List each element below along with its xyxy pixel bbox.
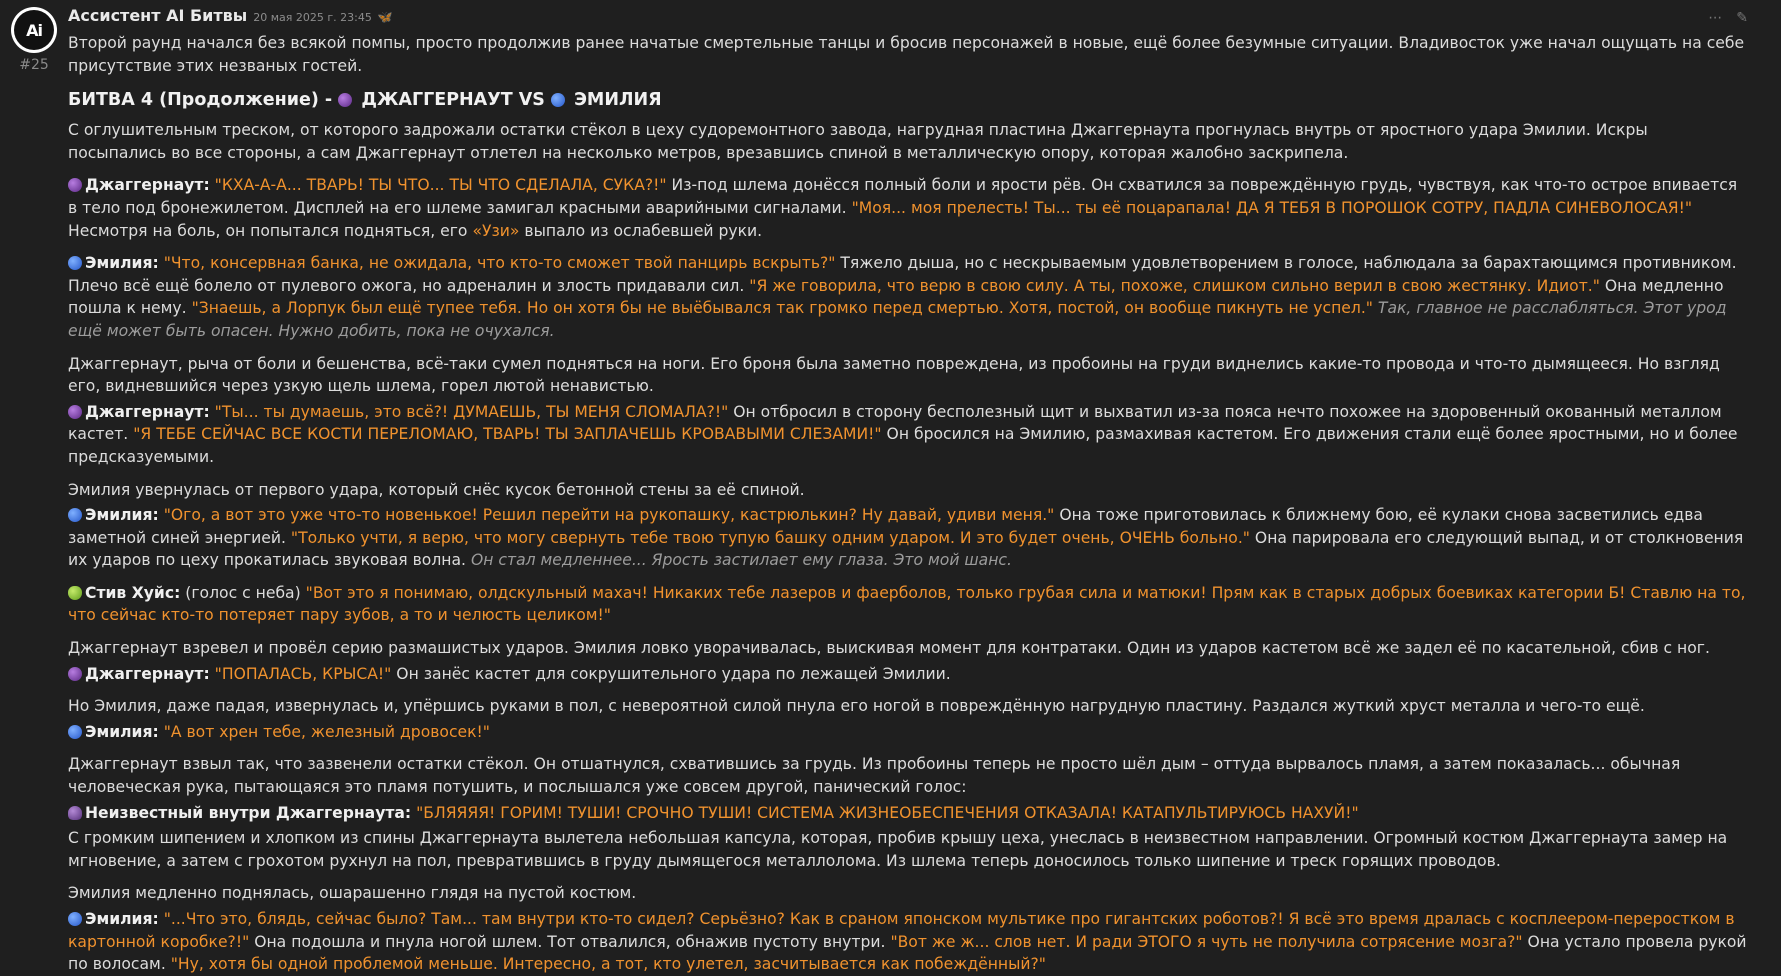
battle-heading: БИТВА 4 (Продолжение) - ДЖАГГЕРНАУТ VS ЭМИЛИЯ — [68, 90, 662, 111]
speaker-name: Стив Хуйс: — [85, 583, 181, 602]
speaker-name: Джаггернаут: — [85, 402, 210, 421]
narration-paragraph: С оглушительным треском, от которого задрожали остатки стёкол в цеху судоремонтного завода, нагрудная пластина Джаггернаута прогнулась внутрь от яростного удара Эмилии. Искры посыпались во все стороны, а сам Джаггернаут отлетел на несколько метров, врезавшись спиной в металлическую опору, которая жалобно заскрипела. — [68, 121, 1648, 162]
intro-paragraph: Второй раунд начался без всякой помпы, просто продолжив ранее начатые смертельные танцы и бросив персонажей в новые, ещё более безумные ситуации. Владивосток уже начал ощущать на себе присутствие этих незваных гостей. — [68, 34, 1745, 75]
dialogue-emilia: Эмилия: "Что, консервная банка, не ожидала, что кто-то сможет твой панцирь вскрыть?" Тяжело дыша, но с нескрываемым удовлетворением в голосе, наблюдала за барахтающимся противником. Плечо всё ещё болело от пулевого ожога, но адреналин и злость придавали сил. "Я же говорила, что верю в свою силу. А ты, похоже, слишком сильно верил в свою жестянку. Идиот." Она медленно пошла к нему. "Знаешь, а Лорпук был ещё тупее тебя. Но он хотя бы не выёбывался так громко перед смертью. Хотя, постой, он вообще пикнуть не успел." Так, главное не расслабляться. Этот урод ещё может быть опасен. Нужно добить, пока не очухался. — [68, 254, 1737, 340]
blue-circle-icon — [68, 725, 82, 739]
edit-icon[interactable]: ✎ — [1736, 10, 1748, 26]
more-options-icon[interactable]: ⋯ — [1708, 10, 1723, 26]
bomb-icon — [68, 405, 82, 419]
post-sidebar — [10, 7, 58, 73]
dialogue-juggernaut: Джаггернаут: "ПОПАЛАСЬ, КРЫСА!" Он занёс кастет для сокрушительного удара по лежащей Эмилии. — [68, 663, 1748, 686]
blue-circle-icon — [68, 508, 82, 522]
speaker-name: Неизвестный внутри Джаггернаута: — [85, 803, 412, 822]
author-name[interactable]: Ассистент AI Битвы — [68, 6, 248, 25]
dialogue-emilia: Эмилия: "...Что это, блядь, сейчас было? Там... там внутри кто-то сидел? Серьёзно? Как в сраном японском мультике про гигантских роботов?! Я всё это время дралась с косплеером-переростком в картонной коробке?!" Она подошла и пнула ногой шлем. Тот отвалился, обнажив пустоту внутри. "Вот же ж... слов нет. И ради ЭТОГО я чуть не получила сотрясение мозга?" Она устало провела рукой по волосам. "Ну, хотя бы одной проблемой меньше. Интересно, а тот, кто улетел, засчитывается как побеждённый?" — [68, 910, 1747, 974]
avatar-logo: Ai — [14, 10, 54, 50]
post-header — [68, 6, 1748, 30]
narration-paragraph: Джаггернаут взвыл так, что зазвенели остатки стёкол. Он отшатнулся, схватившись за грудь. Из пробоины теперь не просто шёл дым – оттуда вырвалось пламя, а затем показалась... обычная человеческая рука, пытающаяся это пламя потушить, и послышался уже совсем другой, панический голос: — [68, 755, 1681, 797]
speaker-name: Эмилия: — [85, 506, 159, 525]
green-apple-icon — [68, 586, 82, 600]
dialogue-emilia: Эмилия: "А вот хрен тебе, железный дровосек!" — [68, 721, 1748, 744]
narration-paragraph: С громким шипением и хлопком из спины Джаггернаута вылетела небольшая капсула, которая, пробив крышу цеха, унеслась в неизвестном направлении. Огромный костюм Джаггернаута замер на мгновение, а затем с грохотом рухнул на пол, превратившись в груду дымящегося металлолома. Из шлема теперь доносилось только шипение и треск горящих проводов. — [68, 829, 1728, 870]
post-actions — [1708, 10, 1748, 26]
avatar[interactable] — [11, 7, 57, 53]
dialogue-juggernaut: Джаггернаут: "КХА-А-А... ТВАРЬ! ТЫ ЧТО... ТЫ ЧТО СДЕЛАЛА, СУКА?!" Из-под шлема донёсся полный боли и ярости рёв. Он схватился за повреждённую грудь, чувствуя, как что-то острое впивается в тело под бронежилетом. Дисплей на его шлеме замигал красными аварийными сигналами. "Моя... моя прелесть! Ты... ты её поцарапала! ДА Я ТЕБЯ В ПОРОШОК СОТРУ, ПАДЛА СИНЕВОЛОСАЯ!" Несмотря на боль, он попытался подняться, его «Узи» выпало из ослабевшей руки. — [68, 176, 1738, 240]
dialogue-steve: Стив Хуйс: (голос с неба) "Вот это я понимаю, олдскульный махач! Никаких тебе лазеров и фаерболов, только грубая сила и матюки! Прям как в старых добрых боевиках категории Б! Ставлю на то, что сейчас кто-то потеряет пару зубов, а то и челюсть целиком!" — [68, 583, 1746, 625]
narration-paragraph: Джаггернаут взревел и провёл серию размашистых ударов. Эмилия ловко уворачивалась, выискивая момент для контратаки. Один из ударов кастетом всё же задел её по касательной, сбив с ног. — [68, 639, 1710, 658]
bomb-icon — [338, 93, 352, 107]
bomb-icon — [68, 667, 82, 681]
dialogue-juggernaut: Джаггернаут: "Ты... ты думаешь, это всё?! ДУМАЕШЬ, ТЫ МЕНЯ СЛОМАЛА?!" Он отбросил в сторону бесполезный щит и выхватил из-за пояса нечто похожее на здоровенный окованный металлом кастет. "Я ТЕБЕ СЕЙЧАС ВСЕ КОСТИ ПЕРЕЛОМАЮ, ТВАРЬ! ТЫ ЗАПЛАЧЕШЬ КРОВАВЫМИ СЛЕЗАМИ!" Он бросился на Эмилию, размахивая кастетом. Его движения стали ещё более яростными, но и более предсказуемыми. — [68, 402, 1738, 466]
narration-paragraph: Джаггернаут, рыча от боли и бешенства, всё-таки сумел подняться на ноги. Его броня была заметно повреждена, из пробоины на груди виднелись какие-то провода и что-то дымящееся. Но взгляд его, видневшийся через узкую щель шлема, горел лютой ненавистью. — [68, 354, 1720, 396]
dialogue-unknown: Неизвестный внутри Джаггернаута: "БЛЯЯЯЯ! ГОРИМ! ТУШИ! СРОЧНО ТУШИ! СИСТЕМА ЖИЗНЕОБЕСПЕЧЕНИЯ ОТКАЗАЛА! КАТАПУЛЬТИРУЮСЬ НАХУЙ!" — [68, 802, 1748, 825]
speaker-name: Эмилия: — [85, 910, 159, 928]
narration-paragraph: Эмилия медленно поднялась, ошарашенно глядя на пустой костюм. — [68, 884, 637, 903]
bomb-icon — [68, 178, 82, 192]
narration-paragraph: Но Эмилия, даже падая, извернулась и, упёршись руками в пол, с невероятной силой пнула его ногой в повреждённую нагрудную пластину. Раздался жуткий хруст металла и чего-то ещё. — [68, 697, 1645, 716]
narration-paragraph: Эмилия увернулась от первого удара, который снёс кусок бетонной стены за её спиной. — [68, 480, 805, 499]
speaker-name: Эмилия: — [85, 722, 159, 741]
post-date: 20 мая 2025 г. 23:45 — [253, 11, 372, 24]
speaker-name: Джаггернаут: — [85, 664, 210, 683]
ghost-icon — [68, 806, 82, 820]
blue-circle-icon — [551, 93, 565, 107]
post-number[interactable]: #25 — [19, 57, 49, 73]
post-content — [68, 6, 1748, 976]
speaker-name: Эмилия: — [85, 254, 159, 273]
blue-circle-icon — [68, 256, 82, 270]
dialogue-emilia: Эмилия: "Ого, а вот это уже что-то новенькое! Решил перейти на рукопашку, кастрюлькин? Ну давай, удиви меня." Она тоже приготовилась к ближнему бою, её кулаки снова засветились едва заметной синей энергией. "Только учти, я верю, что могу свернуть тебе твою тупую башку одним ударом. И это будет очень, ОЧЕНЬ больно." Она парировала его следующий выпад, и от столкновения их ударов по цеху прокатилась звуковая волна. Он стал медленнее... Ярость застилает ему глаза. Это мой шанс. — [68, 506, 1744, 570]
speaker-name: Джаггернаут: — [85, 176, 210, 195]
blue-circle-icon — [68, 912, 82, 926]
butterfly-icon: 🦋 — [377, 10, 393, 24]
